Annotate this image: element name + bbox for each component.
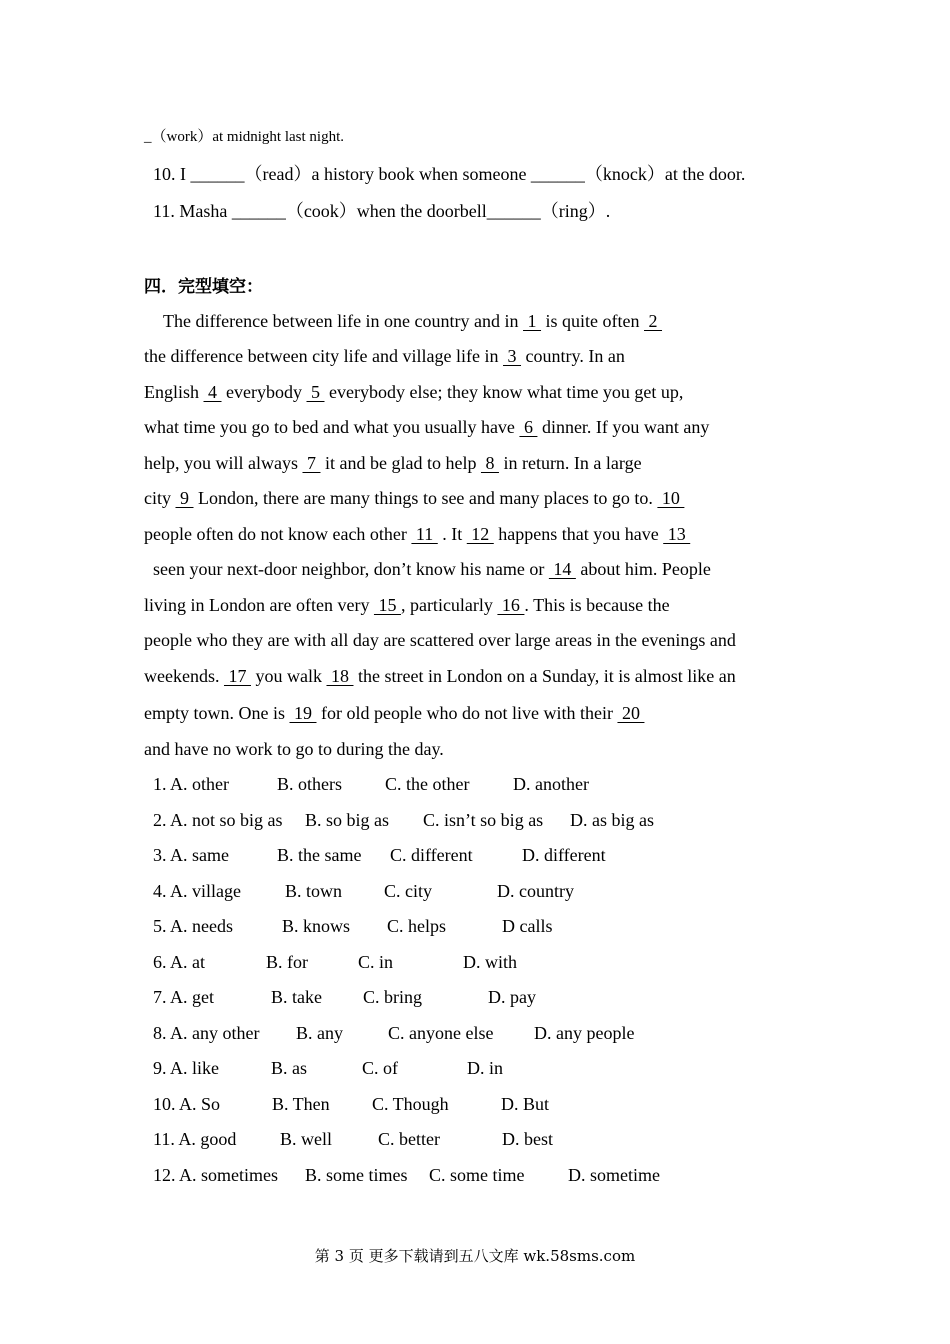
exercise-question-10: 10. I ______（read）a history book when someone ______（knock）at the door. — [153, 164, 746, 184]
option-b: B. others — [277, 774, 342, 794]
option-d: D. sometime — [568, 1165, 660, 1185]
passage-line-4 — [144, 416, 709, 438]
blank-12: 12 — [466, 524, 494, 544]
exercise-question-11: 11. Masha ______（cook）when the doorbell______（ring）. — [153, 201, 611, 221]
passage-line-5 — [144, 452, 642, 474]
option-c: C. bring — [363, 987, 423, 1007]
option-b: B. as — [271, 1058, 307, 1078]
passage-text: English — [144, 382, 204, 402]
option-d: D. But — [501, 1094, 550, 1114]
blank-13: 13 — [663, 524, 691, 544]
option-b: B. well — [280, 1129, 332, 1149]
option-b: B. take — [271, 987, 322, 1007]
blank-1: 1 — [523, 311, 542, 331]
option-c: C. in — [358, 952, 394, 972]
passage-text: and have no work to go to during the day. — [144, 739, 444, 759]
option-c: C. of — [362, 1058, 398, 1078]
passage-text: what time you go to bed and what you usually have — [144, 417, 520, 437]
passage-text: about him. People — [575, 559, 711, 579]
passage-line-9 — [144, 594, 670, 616]
option-b: B. Then — [272, 1094, 330, 1114]
passage-text: dinner. If you want any — [537, 417, 710, 437]
option-a: 2. A. not so big as — [153, 810, 283, 830]
page-footer: 第 3 页 更多下载请到五八文库 wk.58sms.com — [314, 1247, 636, 1265]
option-b: B. any — [296, 1023, 343, 1043]
passage-text: everybody — [221, 382, 307, 402]
option-a: 8. A. any other — [153, 1023, 260, 1043]
passage-line-13 — [144, 738, 444, 760]
option-c: C. anyone else — [388, 1023, 494, 1043]
option-b: B. knows — [282, 916, 351, 936]
option-b: B. for — [266, 952, 308, 972]
passage-text: , particularly — [400, 595, 498, 615]
option-c: C. isn’t so big as — [423, 810, 544, 830]
passage-text: London, there are many things to see and many places to go to. — [193, 488, 658, 508]
passage-line-2 — [144, 345, 625, 367]
option-a: 10. A. So — [153, 1094, 221, 1114]
option-a: 3. A. same — [153, 845, 229, 865]
passage-text: it and be glad to help — [320, 453, 481, 473]
option-a: 6. A. at — [153, 952, 205, 972]
option-c: C. better — [378, 1129, 440, 1149]
passage-text: seen your next-door neighbor, don’t know his name or — [144, 559, 549, 579]
blank-2: 2 — [644, 311, 663, 331]
option-c: C. the other — [385, 774, 470, 794]
passage-text: weekends. — [144, 666, 224, 686]
passage-text: city — [144, 488, 176, 508]
option-c: C. different — [390, 845, 473, 865]
option-c: C. Though — [372, 1094, 449, 1114]
option-d: D. with — [463, 952, 517, 972]
passage-text: is quite often — [541, 311, 645, 331]
blank-20: 20 — [617, 703, 645, 723]
passage-text: the street in London on a Sunday, it is almost like an — [353, 666, 736, 686]
section-heading: 四．完型填空： — [144, 277, 263, 297]
passage-text: . It — [437, 524, 467, 544]
passage-text: people often do not know each other — [144, 524, 412, 544]
blank-15: 15 — [373, 595, 401, 615]
passage-text: in return. In a large — [498, 453, 642, 473]
passage-line-11 — [144, 665, 736, 687]
option-d: D. any people — [534, 1023, 635, 1043]
option-d: D. country — [497, 881, 574, 901]
passage-text: The difference between life in one country and in — [163, 311, 524, 331]
passage-text: people who they are with all day are scattered over large areas in the evenings and — [144, 630, 736, 650]
option-d: D. best — [502, 1129, 553, 1149]
option-c: C. city — [384, 881, 432, 901]
option-c: C. helps — [387, 916, 447, 936]
blank-10: 10 — [657, 488, 685, 508]
option-a: 12. A. sometimes — [153, 1165, 278, 1185]
option-a: 11. A. good — [153, 1129, 237, 1149]
blank-11: 11 — [411, 524, 438, 544]
option-a: 9. A. like — [153, 1058, 219, 1078]
option-b: B. the same — [277, 845, 362, 865]
exercise-line-work: _（work）at midnight last night. — [144, 129, 344, 145]
passage-text: help, you will always — [144, 453, 303, 473]
option-c: C. some time — [429, 1165, 525, 1185]
blank-14: 14 — [548, 559, 576, 579]
passage-line-12 — [144, 702, 644, 724]
blank-4: 4 — [203, 382, 222, 402]
option-d: D calls — [502, 916, 553, 936]
passage-line-1 — [163, 310, 662, 332]
option-a: 4. A. village — [153, 881, 241, 901]
option-a: 7. A. get — [153, 987, 214, 1007]
blank-18: 18 — [326, 666, 354, 686]
passage-text: empty town. One is — [144, 703, 290, 723]
passage-line-6 — [144, 487, 684, 509]
option-a: 1. A. other — [153, 774, 229, 794]
passage-text: you walk — [250, 666, 327, 686]
option-d: D. another — [513, 774, 589, 794]
option-b: B. so big as — [305, 810, 390, 830]
passage-line-7 — [144, 523, 690, 545]
passage-text: everybody else; they know what time you get up, — [324, 382, 684, 402]
option-b: B. some times — [305, 1165, 408, 1185]
blank-7: 7 — [302, 453, 321, 473]
blank-8: 8 — [480, 453, 499, 473]
option-d: D. pay — [488, 987, 536, 1007]
passage-text: the difference between city life and village life in — [144, 346, 504, 366]
option-a: 5. A. needs — [153, 916, 233, 936]
blank-3: 3 — [503, 346, 522, 366]
option-d: D. in — [467, 1058, 503, 1078]
blank-16: 16 — [497, 595, 525, 615]
blank-9: 9 — [175, 488, 194, 508]
blank-17: 17 — [223, 666, 251, 686]
blank-6: 6 — [519, 417, 538, 437]
passage-text: living in London are often very — [144, 595, 374, 615]
option-d: D. different — [522, 845, 606, 865]
passage-line-10 — [144, 629, 736, 651]
passage-text: . This is because the — [524, 595, 670, 615]
passage-text: happens that you have — [493, 524, 664, 544]
option-d: D. as big as — [570, 810, 654, 830]
passage-text: for old people who do not live with their — [316, 703, 618, 723]
blank-5: 5 — [306, 382, 325, 402]
blank-19: 19 — [289, 703, 317, 723]
option-b: B. town — [285, 881, 343, 901]
passage-line-3 — [144, 381, 683, 403]
passage-line-8 — [144, 558, 711, 580]
passage-text: country. In an — [521, 346, 625, 366]
